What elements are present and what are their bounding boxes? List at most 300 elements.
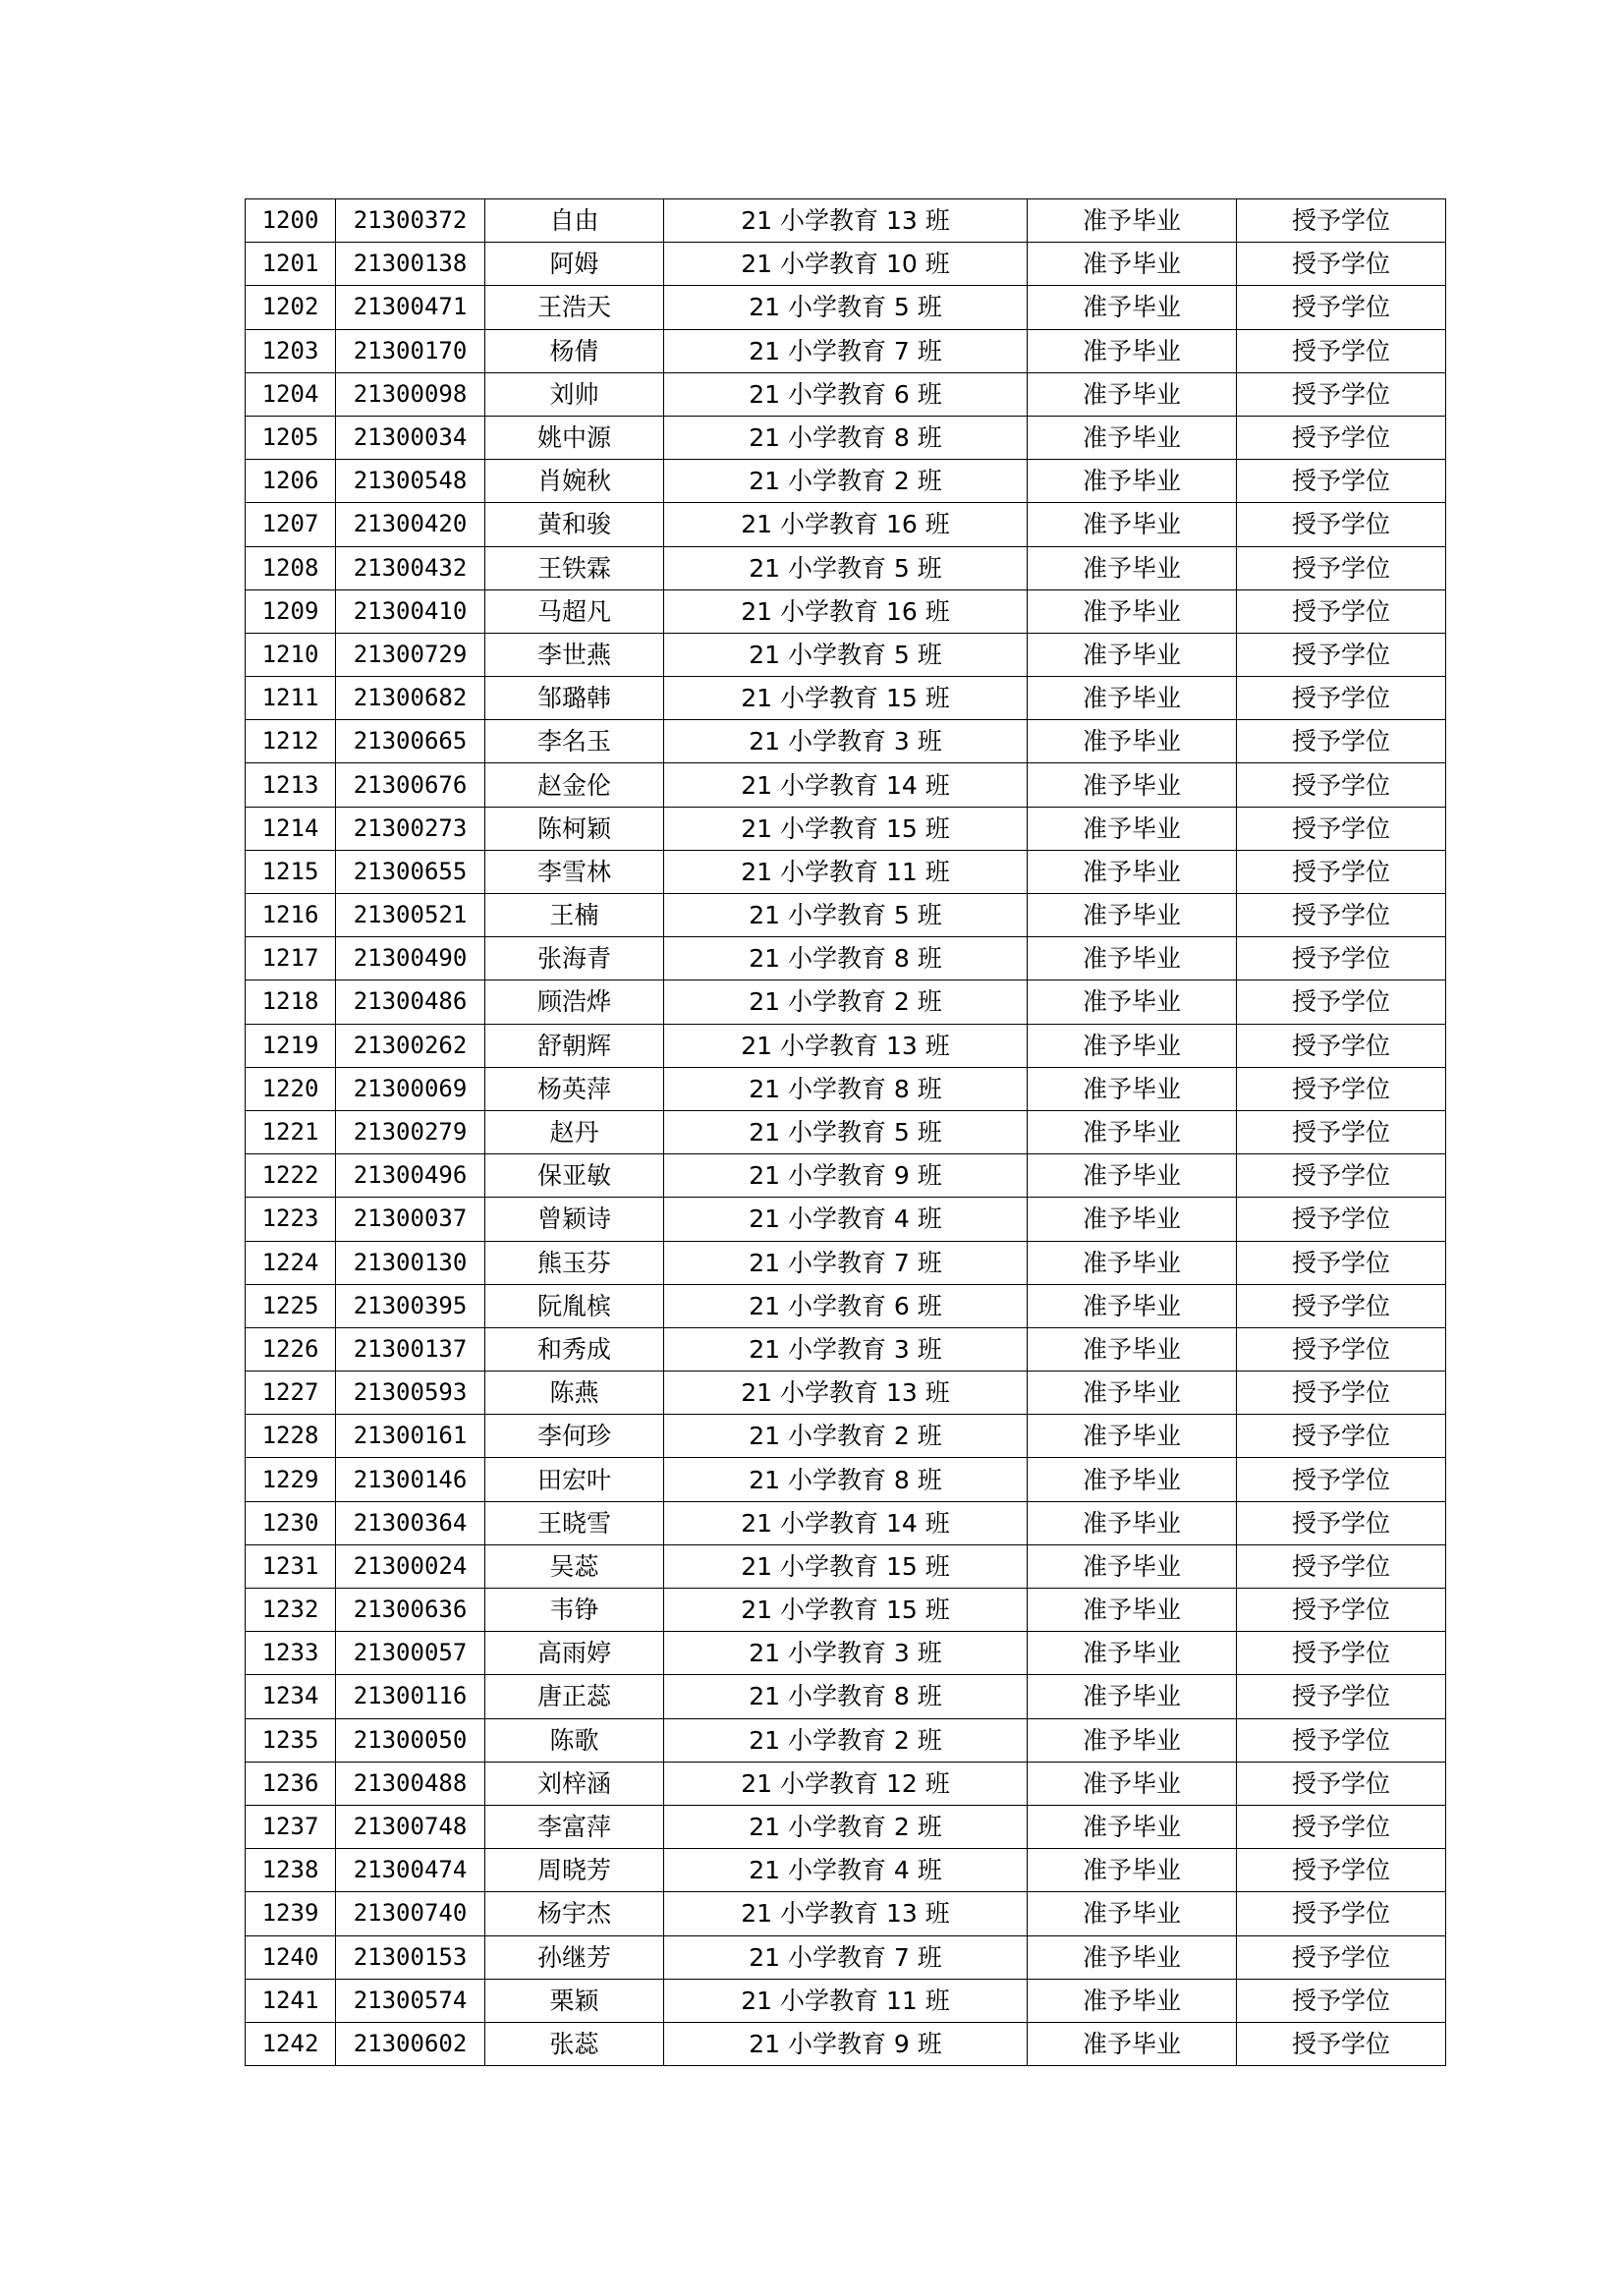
row-index-cell: 1242 [246,2022,336,2065]
degree-status-cell: 授予学位 [1237,1284,1446,1327]
student-name-cell: 赵丹 [485,1110,664,1153]
degree-status-cell: 授予学位 [1237,372,1446,416]
row-index-cell: 1238 [246,1849,336,1892]
class-cell: 21 小学教育 8 班 [664,1067,1028,1110]
student-id-cell: 21300488 [336,1762,485,1805]
student-name-cell: 陈歌 [485,1718,664,1762]
student-name-cell: 张蕊 [485,2022,664,2065]
row-index-cell: 1227 [246,1372,336,1415]
graduation-status-cell: 准予毕业 [1028,633,1237,676]
graduation-status-cell: 准予毕业 [1028,980,1237,1024]
table-row [246,243,1446,286]
degree-status-cell: 授予学位 [1237,1849,1446,1892]
graduation-status-cell: 准予毕业 [1028,1544,1237,1588]
graduation-status-cell: 准予毕业 [1028,850,1237,893]
table-row [246,1979,1446,2022]
row-index-cell: 1210 [246,633,336,676]
table-row [246,1458,1446,1501]
class-cell: 21 小学教育 16 班 [664,589,1028,633]
row-index-cell: 1223 [246,1198,336,1241]
student-id-cell: 21300486 [336,980,485,1024]
degree-status-cell: 授予学位 [1237,1762,1446,1805]
graduation-status-cell: 准予毕业 [1028,1372,1237,1415]
table-row [246,1110,1446,1153]
table-row [246,980,1446,1024]
student-id-cell: 21300262 [336,1024,485,1067]
class-cell: 21 小学教育 11 班 [664,1979,1028,2022]
graduation-status-cell: 准予毕业 [1028,1675,1237,1718]
student-name-cell: 刘帅 [485,372,664,416]
class-cell: 21 小学教育 5 班 [664,546,1028,589]
class-cell: 21 小学教育 7 班 [664,1241,1028,1284]
student-name-cell: 孙继芳 [485,1935,664,1979]
graduation-status-cell: 准予毕业 [1028,372,1237,416]
degree-status-cell: 授予学位 [1237,677,1446,720]
degree-status-cell: 授予学位 [1237,1458,1446,1501]
table-row [246,807,1446,850]
student-id-cell: 21300548 [336,460,485,503]
student-name-cell: 杨宇杰 [485,1892,664,1935]
graduation-status-cell: 准予毕业 [1028,1024,1237,1067]
student-name-cell: 肖婉秋 [485,460,664,503]
graduation-status-cell: 准予毕业 [1028,1632,1237,1675]
table-row [246,1501,1446,1544]
table-row [246,633,1446,676]
row-index-cell: 1207 [246,503,336,546]
graduation-status-cell: 准予毕业 [1028,1067,1237,1110]
row-index-cell: 1213 [246,763,336,807]
table-row [246,1632,1446,1675]
class-cell: 21 小学教育 11 班 [664,850,1028,893]
table-row [246,894,1446,937]
table-row [246,1154,1446,1198]
student-id-cell: 21300665 [336,720,485,763]
graduation-status-cell: 准予毕业 [1028,807,1237,850]
table-row [246,329,1446,372]
table-row [246,589,1446,633]
graduation-status-cell: 准予毕业 [1028,546,1237,589]
student-id-cell: 21300490 [336,937,485,980]
row-index-cell: 1226 [246,1327,336,1371]
student-id-cell: 21300037 [336,1198,485,1241]
class-cell: 21 小学教育 9 班 [664,2022,1028,2065]
student-name-cell: 和秀成 [485,1327,664,1371]
graduation-status-cell: 准予毕业 [1028,1935,1237,1979]
row-index-cell: 1229 [246,1458,336,1501]
student-name-cell: 曾颖诗 [485,1198,664,1241]
table-row [246,503,1446,546]
class-cell: 21 小学教育 16 班 [664,503,1028,546]
degree-status-cell: 授予学位 [1237,1892,1446,1935]
student-name-cell: 李世燕 [485,633,664,676]
table-row [246,1372,1446,1415]
student-id-cell: 21300496 [336,1154,485,1198]
class-cell: 21 小学教育 5 班 [664,286,1028,329]
student-id-cell: 21300170 [336,329,485,372]
degree-status-cell: 授予学位 [1237,1110,1446,1153]
student-id-cell: 21300682 [336,677,485,720]
table-row [246,1327,1446,1371]
class-cell: 21 小学教育 4 班 [664,1849,1028,1892]
degree-status-cell: 授予学位 [1237,329,1446,372]
degree-status-cell: 授予学位 [1237,1544,1446,1588]
table-row [246,720,1446,763]
row-index-cell: 1240 [246,1935,336,1979]
graduation-status-cell: 准予毕业 [1028,1849,1237,1892]
table-row [246,416,1446,459]
row-index-cell: 1209 [246,589,336,633]
student-name-cell: 舒朝辉 [485,1024,664,1067]
student-id-cell: 21300279 [336,1110,485,1153]
graduation-status-cell: 准予毕业 [1028,1284,1237,1327]
student-name-cell: 高雨婷 [485,1632,664,1675]
student-id-cell: 21300410 [336,589,485,633]
class-cell: 21 小学教育 13 班 [664,1024,1028,1067]
student-id-cell: 21300676 [336,763,485,807]
degree-status-cell: 授予学位 [1237,720,1446,763]
degree-status-cell: 授予学位 [1237,1067,1446,1110]
table-row [246,1241,1446,1284]
student-id-cell: 21300521 [336,894,485,937]
student-name-cell: 李名玉 [485,720,664,763]
class-cell: 21 小学教育 5 班 [664,1110,1028,1153]
row-index-cell: 1237 [246,1805,336,1848]
class-cell: 21 小学教育 9 班 [664,1154,1028,1198]
table-row [246,763,1446,807]
student-name-cell: 邹璐韩 [485,677,664,720]
student-id-cell: 21300116 [336,1675,485,1718]
student-id-cell: 21300024 [336,1544,485,1588]
student-name-cell: 顾浩烨 [485,980,664,1024]
class-cell: 21 小学教育 14 班 [664,1501,1028,1544]
row-index-cell: 1235 [246,1718,336,1762]
student-name-cell: 韦铮 [485,1589,664,1632]
student-id-cell: 21300420 [336,503,485,546]
degree-status-cell: 授予学位 [1237,763,1446,807]
student-name-cell: 王晓雪 [485,1501,664,1544]
student-id-cell: 21300655 [336,850,485,893]
graduation-status-cell: 准予毕业 [1028,2022,1237,2065]
student-name-cell: 阿姆 [485,243,664,286]
student-id-cell: 21300153 [336,1935,485,1979]
row-index-cell: 1214 [246,807,336,850]
student-id-cell: 21300574 [336,1979,485,2022]
degree-status-cell: 授予学位 [1237,1501,1446,1544]
degree-status-cell: 授予学位 [1237,589,1446,633]
student-id-cell: 21300748 [336,1805,485,1848]
graduation-status-cell: 准予毕业 [1028,937,1237,980]
class-cell: 21 小学教育 8 班 [664,1458,1028,1501]
row-index-cell: 1216 [246,894,336,937]
row-index-cell: 1202 [246,286,336,329]
table-row [246,1675,1446,1718]
class-cell: 21 小学教育 6 班 [664,1284,1028,1327]
student-id-cell: 21300474 [336,1849,485,1892]
student-name-cell: 陈燕 [485,1372,664,1415]
class-cell: 21 小学教育 8 班 [664,937,1028,980]
student-id-cell: 21300138 [336,243,485,286]
table-row [246,546,1446,589]
student-id-cell: 21300636 [336,1589,485,1632]
student-id-cell: 21300146 [336,1458,485,1501]
graduation-status-cell: 准予毕业 [1028,1501,1237,1544]
degree-status-cell: 授予学位 [1237,1415,1446,1458]
degree-status-cell: 授予学位 [1237,2022,1446,2065]
class-cell: 21 小学教育 3 班 [664,1632,1028,1675]
student-name-cell: 李何珍 [485,1415,664,1458]
class-cell: 21 小学教育 5 班 [664,894,1028,937]
student-name-cell: 杨倩 [485,329,664,372]
graduation-status-cell: 准予毕业 [1028,1110,1237,1153]
row-index-cell: 1201 [246,243,336,286]
graduation-status-cell: 准予毕业 [1028,1718,1237,1762]
degree-status-cell: 授予学位 [1237,1372,1446,1415]
graduation-status-cell: 准予毕业 [1028,460,1237,503]
degree-status-cell: 授予学位 [1237,243,1446,286]
graduation-status-cell: 准予毕业 [1028,1198,1237,1241]
table-row [246,1935,1446,1979]
row-index-cell: 1217 [246,937,336,980]
row-index-cell: 1221 [246,1110,336,1153]
class-cell: 21 小学教育 15 班 [664,1589,1028,1632]
degree-status-cell: 授予学位 [1237,850,1446,893]
row-index-cell: 1225 [246,1284,336,1327]
row-index-cell: 1206 [246,460,336,503]
row-index-cell: 1212 [246,720,336,763]
class-cell: 21 小学教育 2 班 [664,980,1028,1024]
graduation-status-cell: 准予毕业 [1028,243,1237,286]
table-row [246,1198,1446,1241]
student-name-cell: 王铁霖 [485,546,664,589]
class-cell: 21 小学教育 4 班 [664,1198,1028,1241]
row-index-cell: 1200 [246,199,336,243]
student-id-cell: 21300432 [336,546,485,589]
degree-status-cell: 授予学位 [1237,1327,1446,1371]
table-row [246,1892,1446,1935]
degree-status-cell: 授予学位 [1237,1241,1446,1284]
class-cell: 21 小学教育 6 班 [664,372,1028,416]
graduation-status-cell: 准予毕业 [1028,416,1237,459]
student-name-cell: 杨英萍 [485,1067,664,1110]
graduation-status-cell: 准予毕业 [1028,1805,1237,1848]
table-row [246,1024,1446,1067]
class-cell: 21 小学教育 13 班 [664,199,1028,243]
degree-status-cell: 授予学位 [1237,1675,1446,1718]
table-row [246,677,1446,720]
class-cell: 21 小学教育 3 班 [664,1327,1028,1371]
table-row [246,1067,1446,1110]
class-cell: 21 小学教育 15 班 [664,677,1028,720]
graduation-status-cell: 准予毕业 [1028,720,1237,763]
class-cell: 21 小学教育 8 班 [664,416,1028,459]
row-index-cell: 1204 [246,372,336,416]
degree-status-cell: 授予学位 [1237,1718,1446,1762]
degree-status-cell: 授予学位 [1237,503,1446,546]
graduation-status-cell: 准予毕业 [1028,1241,1237,1284]
row-index-cell: 1239 [246,1892,336,1935]
class-cell: 21 小学教育 3 班 [664,720,1028,763]
row-index-cell: 1224 [246,1241,336,1284]
class-cell: 21 小学教育 7 班 [664,329,1028,372]
student-name-cell: 田宏叶 [485,1458,664,1501]
student-id-cell: 21300395 [336,1284,485,1327]
table-row [246,372,1446,416]
class-cell: 21 小学教育 12 班 [664,1762,1028,1805]
table-row [246,286,1446,329]
student-id-cell: 21300034 [336,416,485,459]
student-name-cell: 王浩天 [485,286,664,329]
degree-status-cell: 授予学位 [1237,546,1446,589]
table-row [246,1805,1446,1848]
degree-status-cell: 授予学位 [1237,980,1446,1024]
table-row [246,2022,1446,2065]
class-cell: 21 小学教育 7 班 [664,1935,1028,1979]
class-cell: 21 小学教育 13 班 [664,1892,1028,1935]
graduation-status-cell: 准予毕业 [1028,1762,1237,1805]
student-name-cell: 马超凡 [485,589,664,633]
student-id-cell: 21300602 [336,2022,485,2065]
class-cell: 21 小学教育 13 班 [664,1372,1028,1415]
student-id-cell: 21300729 [336,633,485,676]
student-name-cell: 唐正蕊 [485,1675,664,1718]
student-id-cell: 21300069 [336,1067,485,1110]
student-id-cell: 21300740 [336,1892,485,1935]
student-name-cell: 李富萍 [485,1805,664,1848]
table-row [246,1415,1446,1458]
student-name-cell: 吴蕊 [485,1544,664,1588]
table-row [246,1284,1446,1327]
graduation-status-cell: 准予毕业 [1028,1589,1237,1632]
row-index-cell: 1232 [246,1589,336,1632]
row-index-cell: 1220 [246,1067,336,1110]
degree-status-cell: 授予学位 [1237,937,1446,980]
class-cell: 21 小学教育 14 班 [664,763,1028,807]
degree-status-cell: 授予学位 [1237,1024,1446,1067]
degree-status-cell: 授予学位 [1237,286,1446,329]
student-name-cell: 李雪林 [485,850,664,893]
class-cell: 21 小学教育 10 班 [664,243,1028,286]
student-name-cell: 阮胤槟 [485,1284,664,1327]
graduation-status-cell: 准予毕业 [1028,589,1237,633]
row-index-cell: 1215 [246,850,336,893]
class-cell: 21 小学教育 2 班 [664,1718,1028,1762]
degree-status-cell: 授予学位 [1237,1632,1446,1675]
graduation-status-cell: 准予毕业 [1028,503,1237,546]
degree-status-cell: 授予学位 [1237,1198,1446,1241]
graduation-status-cell: 准予毕业 [1028,199,1237,243]
student-name-cell: 张海青 [485,937,664,980]
degree-status-cell: 授予学位 [1237,416,1446,459]
student-name-cell: 周晓芳 [485,1849,664,1892]
degree-status-cell: 授予学位 [1237,1935,1446,1979]
class-cell: 21 小学教育 15 班 [664,1544,1028,1588]
graduation-status-cell: 准予毕业 [1028,894,1237,937]
graduation-status-cell: 准予毕业 [1028,763,1237,807]
table-row [246,1849,1446,1892]
row-index-cell: 1208 [246,546,336,589]
student-id-cell: 21300364 [336,1501,485,1544]
table-body [246,199,1446,2066]
degree-status-cell: 授予学位 [1237,1589,1446,1632]
student-id-cell: 21300471 [336,286,485,329]
student-id-cell: 21300593 [336,1372,485,1415]
student-name-cell: 自由 [485,199,664,243]
row-index-cell: 1219 [246,1024,336,1067]
student-id-cell: 21300372 [336,199,485,243]
graduation-status-cell: 准予毕业 [1028,1327,1237,1371]
student-name-cell: 赵金伦 [485,763,664,807]
row-index-cell: 1228 [246,1415,336,1458]
student-id-cell: 21300050 [336,1718,485,1762]
table-row [246,1589,1446,1632]
row-index-cell: 1236 [246,1762,336,1805]
graduation-list-table [245,198,1446,2066]
class-cell: 21 小学教育 2 班 [664,1805,1028,1848]
student-name-cell: 黄和骏 [485,503,664,546]
graduation-status-cell: 准予毕业 [1028,677,1237,720]
graduation-status-cell: 准予毕业 [1028,329,1237,372]
graduation-status-cell: 准予毕业 [1028,286,1237,329]
student-name-cell: 刘梓涵 [485,1762,664,1805]
table-row [246,460,1446,503]
table-row [246,850,1446,893]
table-row [246,937,1446,980]
student-name-cell: 保亚敏 [485,1154,664,1198]
degree-status-cell: 授予学位 [1237,199,1446,243]
table-row [246,1718,1446,1762]
row-index-cell: 1231 [246,1544,336,1588]
row-index-cell: 1211 [246,677,336,720]
student-name-cell: 姚中源 [485,416,664,459]
student-name-cell: 王楠 [485,894,664,937]
class-cell: 21 小学教育 2 班 [664,1415,1028,1458]
student-id-cell: 21300130 [336,1241,485,1284]
row-index-cell: 1241 [246,1979,336,2022]
student-id-cell: 21300273 [336,807,485,850]
row-index-cell: 1233 [246,1632,336,1675]
degree-status-cell: 授予学位 [1237,894,1446,937]
student-id-cell: 21300137 [336,1327,485,1371]
class-cell: 21 小学教育 5 班 [664,633,1028,676]
degree-status-cell: 授予学位 [1237,633,1446,676]
row-index-cell: 1230 [246,1501,336,1544]
student-name-cell: 熊玉芬 [485,1241,664,1284]
class-cell: 21 小学教育 15 班 [664,807,1028,850]
degree-status-cell: 授予学位 [1237,1154,1446,1198]
graduation-status-cell: 准予毕业 [1028,1892,1237,1935]
row-index-cell: 1234 [246,1675,336,1718]
row-index-cell: 1222 [246,1154,336,1198]
degree-status-cell: 授予学位 [1237,460,1446,503]
student-id-cell: 21300057 [336,1632,485,1675]
table-row [246,199,1446,243]
degree-status-cell: 授予学位 [1237,1805,1446,1848]
table-row [246,1762,1446,1805]
student-name-cell: 栗颖 [485,1979,664,2022]
degree-status-cell: 授予学位 [1237,1979,1446,2022]
row-index-cell: 1218 [246,980,336,1024]
student-name-cell: 陈柯颖 [485,807,664,850]
degree-status-cell: 授予学位 [1237,807,1446,850]
student-id-cell: 21300161 [336,1415,485,1458]
class-cell: 21 小学教育 8 班 [664,1675,1028,1718]
graduation-status-cell: 准予毕业 [1028,1415,1237,1458]
graduation-status-cell: 准予毕业 [1028,1458,1237,1501]
student-id-cell: 21300098 [336,372,485,416]
table-row [246,1544,1446,1588]
row-index-cell: 1203 [246,329,336,372]
row-index-cell: 1205 [246,416,336,459]
